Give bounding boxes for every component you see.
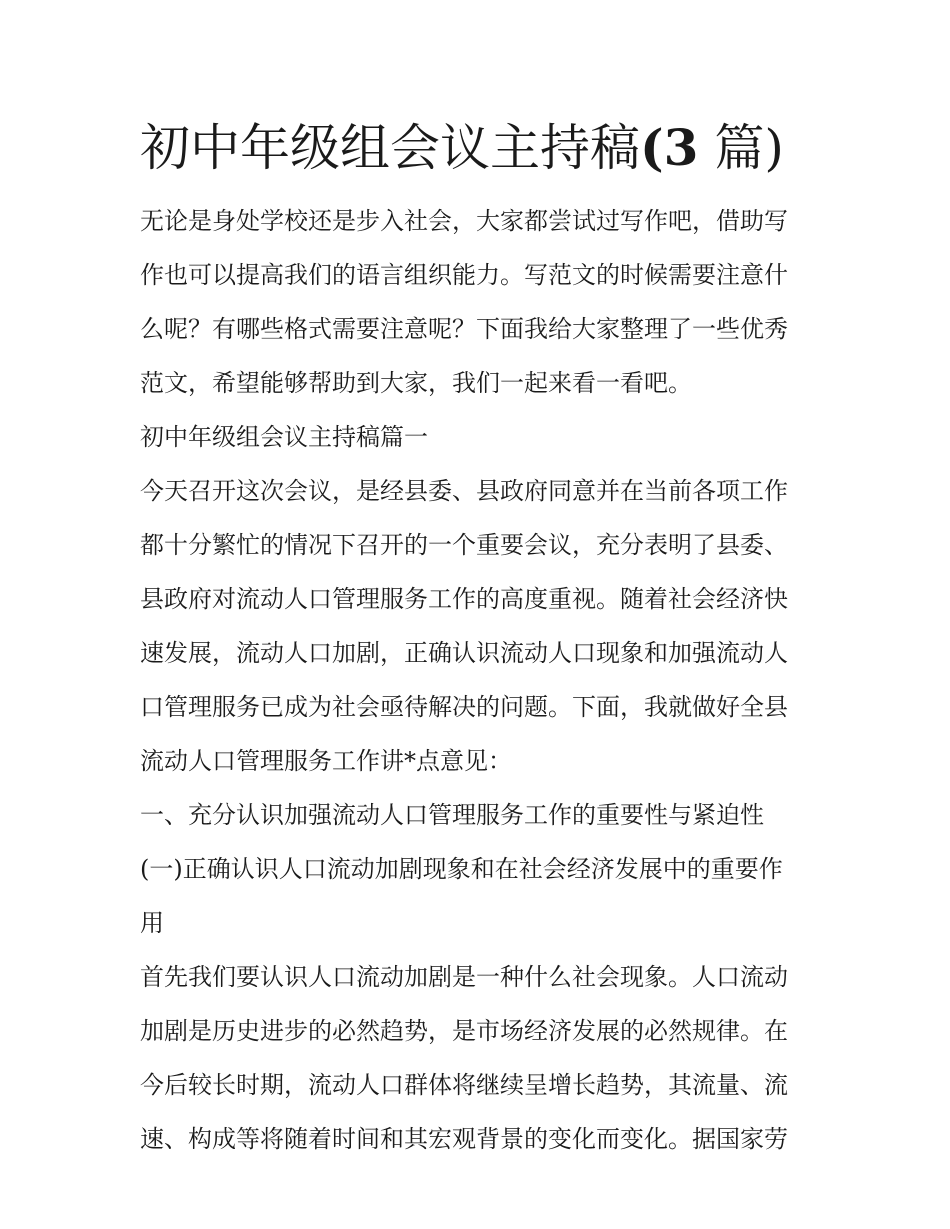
text-line: 速、构成等将随着时间和其宏观背景的变化而变化。据国家劳 [140, 1125, 788, 1153]
text-line: 作也可以提高我们的语言组织能力。写范文的时候需要注意什 [140, 261, 788, 289]
text-line: 加剧是历史进步的必然趋势，是市场经济发展的必然规律。在 [140, 1017, 788, 1045]
text-line: 范文，希望能够帮助到大家，我们一起来看一看吧。 [140, 369, 692, 397]
document-title [140, 112, 840, 184]
title-text: 初中年级组会议主持稿 [140, 119, 640, 177]
text-line: 口管理服务已成为社会亟待解决的问题。下面，我就做好全县 [140, 693, 788, 721]
text-line: 用 [140, 909, 164, 937]
subsection-heading: 一、充分认识加强流动人口管理服务工作的重要性与紧迫性 [140, 801, 764, 829]
title-suffix: 篇) [714, 119, 784, 177]
title-count: (3 [640, 118, 699, 177]
text-line: 首先我们要认识人口流动加剧是一种什么社会现象。人口流动 [140, 963, 788, 991]
text-line: 今后较长时期，流动人口群体将继续呈增长趋势，其流量、流 [140, 1071, 788, 1099]
document-body [140, 194, 816, 1166]
text-line: 都十分繁忙的情况下召开的一个重要会议，充分表明了县委、 [140, 531, 788, 559]
text-line: 县政府对流动人口管理服务工作的高度重视。随着社会经济快 [140, 585, 788, 613]
text-line: 今天召开这次会议，是经县委、县政府同意并在当前各项工作 [140, 477, 788, 505]
subsection-heading: (一)正确认识人口流动加剧现象和在社会经济发展中的重要作 [140, 855, 783, 883]
text-line: 么呢？有哪些格式需要注意呢？下面我给大家整理了一些优秀 [140, 315, 788, 343]
section-heading: 初中年级组会议主持稿篇一 [140, 423, 428, 451]
text-line: 流动人口管理服务工作讲*点意见： [140, 747, 512, 775]
text-line: 速发展，流动人口加剧，正确认识流动人口现象和加强流动人 [140, 639, 788, 667]
text-line: 无论是身处学校还是步入社会，大家都尝试过写作吧，借助写 [140, 207, 788, 235]
